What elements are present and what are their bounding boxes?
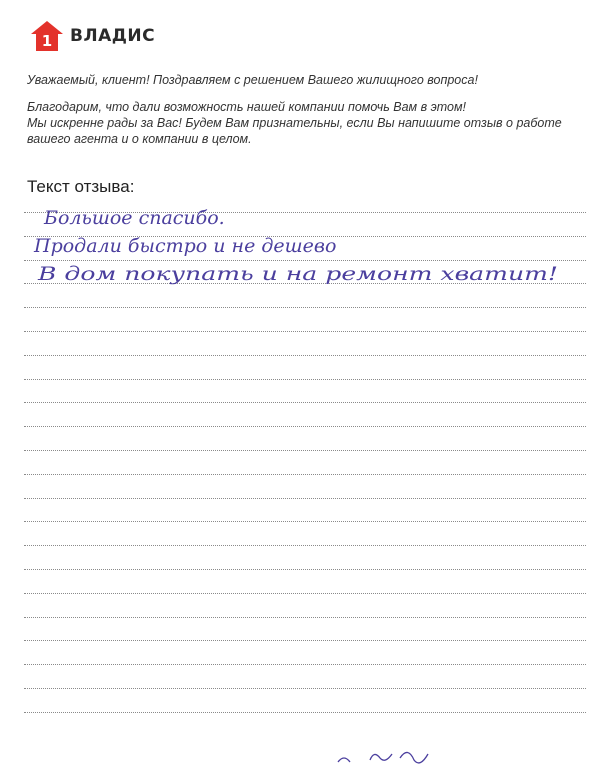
ruled-line xyxy=(24,379,586,380)
ruled-line xyxy=(24,617,586,618)
handwriting-line-1: Большое спасибо. xyxy=(44,207,225,229)
greeting-text: Уважаемый, клиент! Поздравляем с решением Вашего жилищного вопроса! xyxy=(27,73,478,87)
ruled-line xyxy=(24,450,586,451)
ruled-line xyxy=(24,331,586,332)
ruled-writing-area xyxy=(24,0,586,768)
handwritten-review xyxy=(24,190,594,300)
ruled-line xyxy=(24,545,586,546)
ruled-line xyxy=(24,402,586,403)
intro-line-3: вашего агента и о компании в целом. xyxy=(27,132,252,146)
brand-name: ВЛАДИС xyxy=(70,26,156,46)
handwriting-line-3: В дом покупать и на ремонт хватит! xyxy=(36,263,558,285)
intro-line-1: Благодарим, что дали возможность нашей компании помочь Вам в этом! xyxy=(27,100,467,114)
badge-digit: 1 xyxy=(41,32,53,50)
ruled-line xyxy=(24,712,586,713)
ruled-line xyxy=(24,593,586,594)
ruled-line xyxy=(24,688,586,689)
ruled-line xyxy=(24,426,586,427)
ruled-line xyxy=(24,307,586,308)
ruled-line xyxy=(24,498,586,499)
ruled-line xyxy=(24,355,586,356)
ruled-line xyxy=(24,640,586,641)
ruled-line xyxy=(24,474,586,475)
signature-mark xyxy=(330,744,450,768)
handwriting-line-2: Продали быстро и не дешево xyxy=(34,235,337,257)
intro-line-2: Мы искренне рады за Вас! Будем Вам признательны, если Вы напишите отзыв о работе xyxy=(27,116,562,130)
ruled-line xyxy=(24,521,586,522)
ruled-line xyxy=(24,569,586,570)
ruled-line xyxy=(24,664,586,665)
review-title: Текст отзыва: xyxy=(27,177,135,196)
